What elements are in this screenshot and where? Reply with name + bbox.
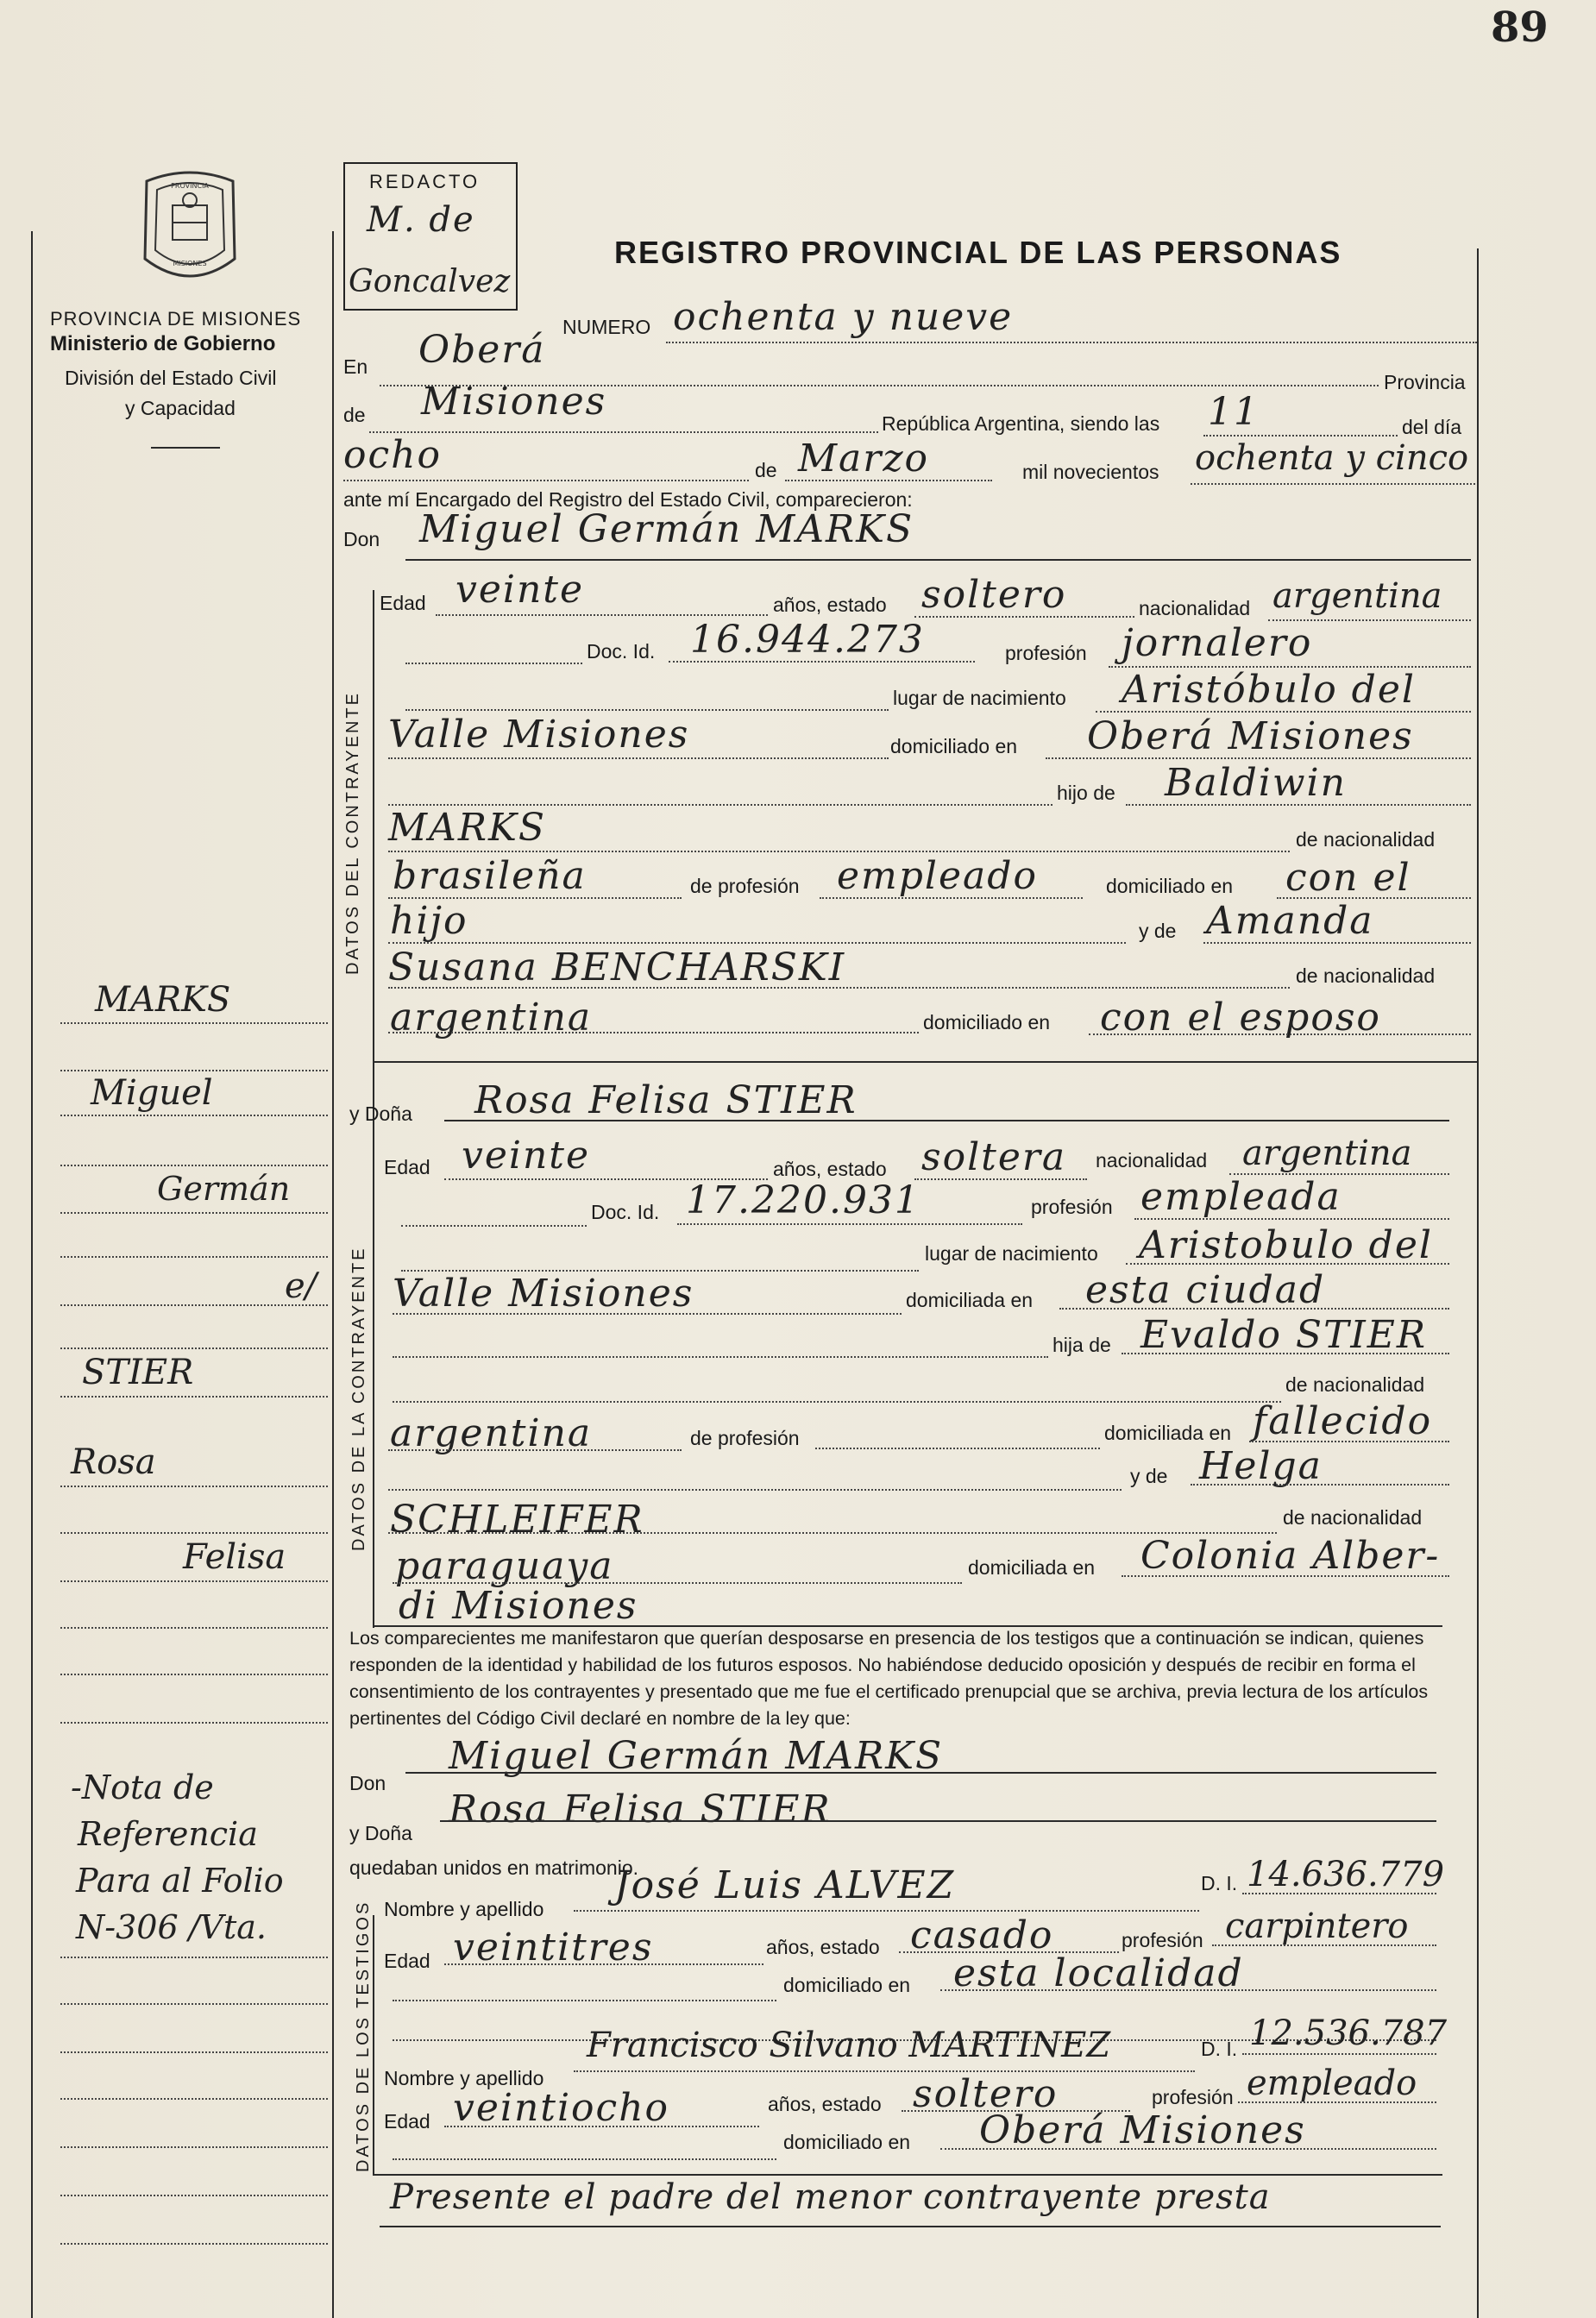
contrayente-doc: 16.944.273: [690, 618, 925, 662]
redacto-label: REDACTO: [369, 171, 481, 192]
margin-nombre-1a: Miguel: [91, 1073, 213, 1113]
margin-nombre-2b: Felisa: [183, 1537, 286, 1577]
testigo2-profesion: empleado: [1247, 2064, 1417, 2103]
contrayente-nombre: Miguel Germán MARKS: [419, 507, 914, 551]
testigo1-profesion: carpintero: [1225, 1907, 1409, 1946]
contrayente-padre-nacionalidad: brasileña: [393, 854, 587, 898]
declaracion-dona: Rosa Felisa STIER: [449, 1787, 832, 1831]
contrayente-madre-1: Amanda: [1206, 899, 1374, 943]
contrayenta-padre: Evaldo STIER: [1140, 1313, 1428, 1357]
contrayenta-nacionalidad: argentina: [1242, 1134, 1412, 1173]
anio-value: ochenta y cinco: [1195, 438, 1469, 478]
provincia-value: Misiones: [421, 380, 607, 424]
contrayenta-madre-nacionalidad: paraguaya: [395, 1544, 614, 1588]
ante-mi-text: ante mí Encargado del Registro del Estado Civil, comparecieron:: [343, 488, 913, 511]
contrayente-profesion: jornalero: [1122, 621, 1313, 665]
contrayente-madre-domicilio: con el esposo: [1100, 996, 1381, 1040]
contrayente-domicilio: Oberá Misiones: [1087, 714, 1414, 758]
testigos-section-label: DATOS DE LOS TESTIGOS: [354, 1900, 373, 2172]
contrayente-lugar-1: Aristóbulo del: [1122, 668, 1416, 712]
page-title: REGISTRO PROVINCIAL DE LAS PERSONAS: [614, 235, 1342, 270]
margin-nota-4: N-306 /Vta.: [76, 1908, 267, 1946]
contrayenta-lugar-1: Aristobulo del: [1139, 1223, 1433, 1267]
testigo1-nombre: José Luis ALVEZ: [614, 1863, 956, 1907]
margin-apellido-1: MARKS: [95, 980, 231, 1020]
contrayente-padre-profesion: empleado: [837, 854, 1038, 898]
contrayenta-domicilio: esta ciudad: [1085, 1268, 1326, 1312]
contrayenta-madre-domicilio-1: Colonia Alber-: [1140, 1534, 1441, 1578]
contrayente-edad: veinte: [456, 568, 585, 612]
testigo2-nombre: Francisco Silvano MARTINEZ: [587, 2026, 1111, 2065]
contrayente-section-label: DATOS DEL CONTRAYENTE: [343, 691, 362, 975]
contrayente-madre-nacionalidad: argentina: [390, 996, 593, 1040]
contrayenta-madre-1: Helga: [1199, 1444, 1323, 1488]
mes-value: Marzo: [798, 437, 929, 481]
seal-bottom-text: MISIONES: [173, 260, 207, 267]
contrayenta-madre-2: SCHLEIFER: [390, 1498, 644, 1542]
redacto-value-1: M. de: [367, 200, 475, 240]
contrayenta-padre-domicilio: fallecido: [1253, 1399, 1433, 1443]
division-label-1: División del Estado Civil: [65, 367, 277, 389]
dia-value: ocho: [343, 433, 442, 477]
testigo2-doc: 12.536.787: [1249, 2013, 1448, 2053]
contrayenta-lugar-2: Valle Misiones: [393, 1272, 694, 1316]
quedaban-text: quedaban unidos en matrimonio.: [349, 1856, 639, 1879]
testigo1-doc: 14.636.779: [1247, 1855, 1445, 1894]
contrayenta-madre-domicilio-2: di Misiones: [399, 1584, 638, 1628]
province-seal-icon: [129, 164, 250, 293]
en-value: Oberá: [418, 328, 546, 372]
declaration-text: Los comparecientes me manifestaron que querían desposarse en presencia de los testigos que a continuación se indican, quienes responden de la identidad y habilidad de los futuros esposos. No habiéndose deducido oposición y después de recibir en forma el consentimiento de los contrayentes y presentado que me fue el certificado prenupcial que se archiva, previa lectura de los artículos pertinentes del Código Civil declaré en nombre de la ley que:: [349, 1628, 1429, 1729]
province-label: PROVINCIA DE MISIONES: [50, 308, 302, 330]
contrayenta-estado: soltera: [921, 1135, 1067, 1179]
document-page: 89 PROVINCIA MISIONES PROVINCIA DE MISIONES Ministerio de Gobierno División del Estado Civil y Capacidad REDACTO M. de Goncalvez REGISTRO PROVINCIAL DE LAS PERSONAS NUMERO ochenta y nueve En Oberá Provincia de Misiones República Argentina, siendo las 11 del día ocho de Marzo mil novecientos ochenta y cinco ante mí Encargado del Registro del Estado Civil, comparecieron: Don Miguel Germán MARKS DATOS DEL CONTRAYENTE Edad veinte años, estado soltero nacionalidad argentina Doc. Id. 16.944.273 profesión jornalero lugar de nacimiento Aristóbulo del Valle Misiones domiciliado en Oberá Misiones hijo de Baldiwin MARKS de nacionalidad brasileña de profesión empleado domiciliado en con el hijo y de Amanda Susana BENCHARSKI de nacionalidad argentina domiciliado en con el esposo y Doña Rosa Felisa STIER DATOS DE LA CONTRAYENTE Edad veinte años, estado soltera nacionalidad argentina Doc. Id. 17.220.931 profesión empleada lugar de nacimiento Aristobulo del Valle Misiones domiciliada en esta ciudad hija de Evaldo STIER de nacionalidad argentina de profesión domiciliada en fallecido y de Helga SCHLEIFER de nacionalidad paraguaya domiciliada en Colonia Alber- di Misiones Los comparecientes me manifestaron que querían desposarse en presencia de los testigos que a continuación se indican, quienes responden de la identidad y habilidad de los futuros esposos. No habiéndose deducido oposición y después de recibir en forma el consentimiento de los contrayentes y presentado que me fue el certificado prenupcial que se archiva, previa lectura de los artículos pertinentes del Código Civil declaré en nombre de la ley que: Don Miguel Germán MARKS y Doña Rosa Felisa STIER quedaban unidos en matrimonio. DATOS DE LOS TESTIGOS Nombre y apellido José Luis ALVEZ D. I. 14.636.779 Edad veintitres años, estado casado profesión carpintero domiciliado en esta localidad Nombre y apellido Francisco Silvano MARTINEZ D. I. 12.536.787 Edad veintiocho años, estado soltero profesión empleado domiciliado en Oberá Misiones Presente el padre del menor contrayente presta MARKS Miguel Germán e/ STIER Rosa Felisa -Nota de Referencia Para al Folio N-306 /Vta.: [0, 0, 1596, 2318]
footer-note: Presente el padre del menor contrayente presta: [390, 2177, 1271, 2217]
seal-top-text: PROVINCIA: [171, 182, 209, 190]
contrayente-estado: soltero: [921, 573, 1067, 617]
contrayenta-edad: veinte: [462, 1134, 591, 1178]
contrayente-nacionalidad: argentina: [1272, 576, 1442, 616]
ministry-label: Ministerio de Gobierno: [50, 332, 276, 355]
contrayente-lugar-2: Valle Misiones: [388, 713, 690, 757]
contrayenta-doc: 17.220.931: [686, 1178, 921, 1222]
testigo1-edad: veintitres: [453, 1925, 654, 1969]
declaracion-don: Miguel Germán MARKS: [449, 1734, 944, 1778]
page-number: 89: [1491, 3, 1549, 52]
contrayenta-padre-nacionalidad: argentina: [390, 1411, 593, 1455]
contrayente-padre-2: MARKS: [388, 806, 546, 850]
contrayenta-section-label: DATOS DE LA CONTRAYENTE: [349, 1246, 368, 1551]
margin-apellido-2: STIER: [82, 1353, 194, 1392]
testigo2-domicilio: Oberá Misiones: [979, 2108, 1306, 2152]
contrayente-madre-2: Susana BENCHARSKI: [388, 945, 846, 989]
contrayenta-nombre: Rosa Felisa STIER: [474, 1078, 858, 1122]
contrayenta-profesion: empleada: [1140, 1175, 1342, 1219]
testigo1-estado: casado: [910, 1913, 1054, 1957]
hora-value: 11: [1208, 390, 1260, 434]
testigo2-estado: soltero: [913, 2072, 1059, 2116]
margin-nota-3: Para al Folio: [76, 1862, 284, 1900]
margin-nombre-2a: Rosa: [71, 1442, 156, 1482]
testigo2-edad: veintiocho: [453, 2086, 670, 2130]
margin-nota-2: Referencia: [78, 1815, 258, 1853]
testigo1-domicilio: esta localidad: [953, 1951, 1244, 1995]
redacto-value-2: Goncalvez: [349, 264, 511, 299]
contrayente-padre-domicilio-2: hijo: [390, 899, 468, 943]
division-label-2: y Capacidad: [125, 397, 236, 419]
numero-value: ochenta y nueve: [673, 295, 1014, 339]
margin-nota-1: -Nota de: [71, 1768, 214, 1806]
contrayente-padre-domicilio-1: con el: [1285, 856, 1411, 900]
margin-conj: e/: [285, 1266, 317, 1306]
contrayente-padre-1: Baldiwin: [1165, 761, 1347, 805]
margin-nombre-1b: Germán: [157, 1170, 291, 1208]
